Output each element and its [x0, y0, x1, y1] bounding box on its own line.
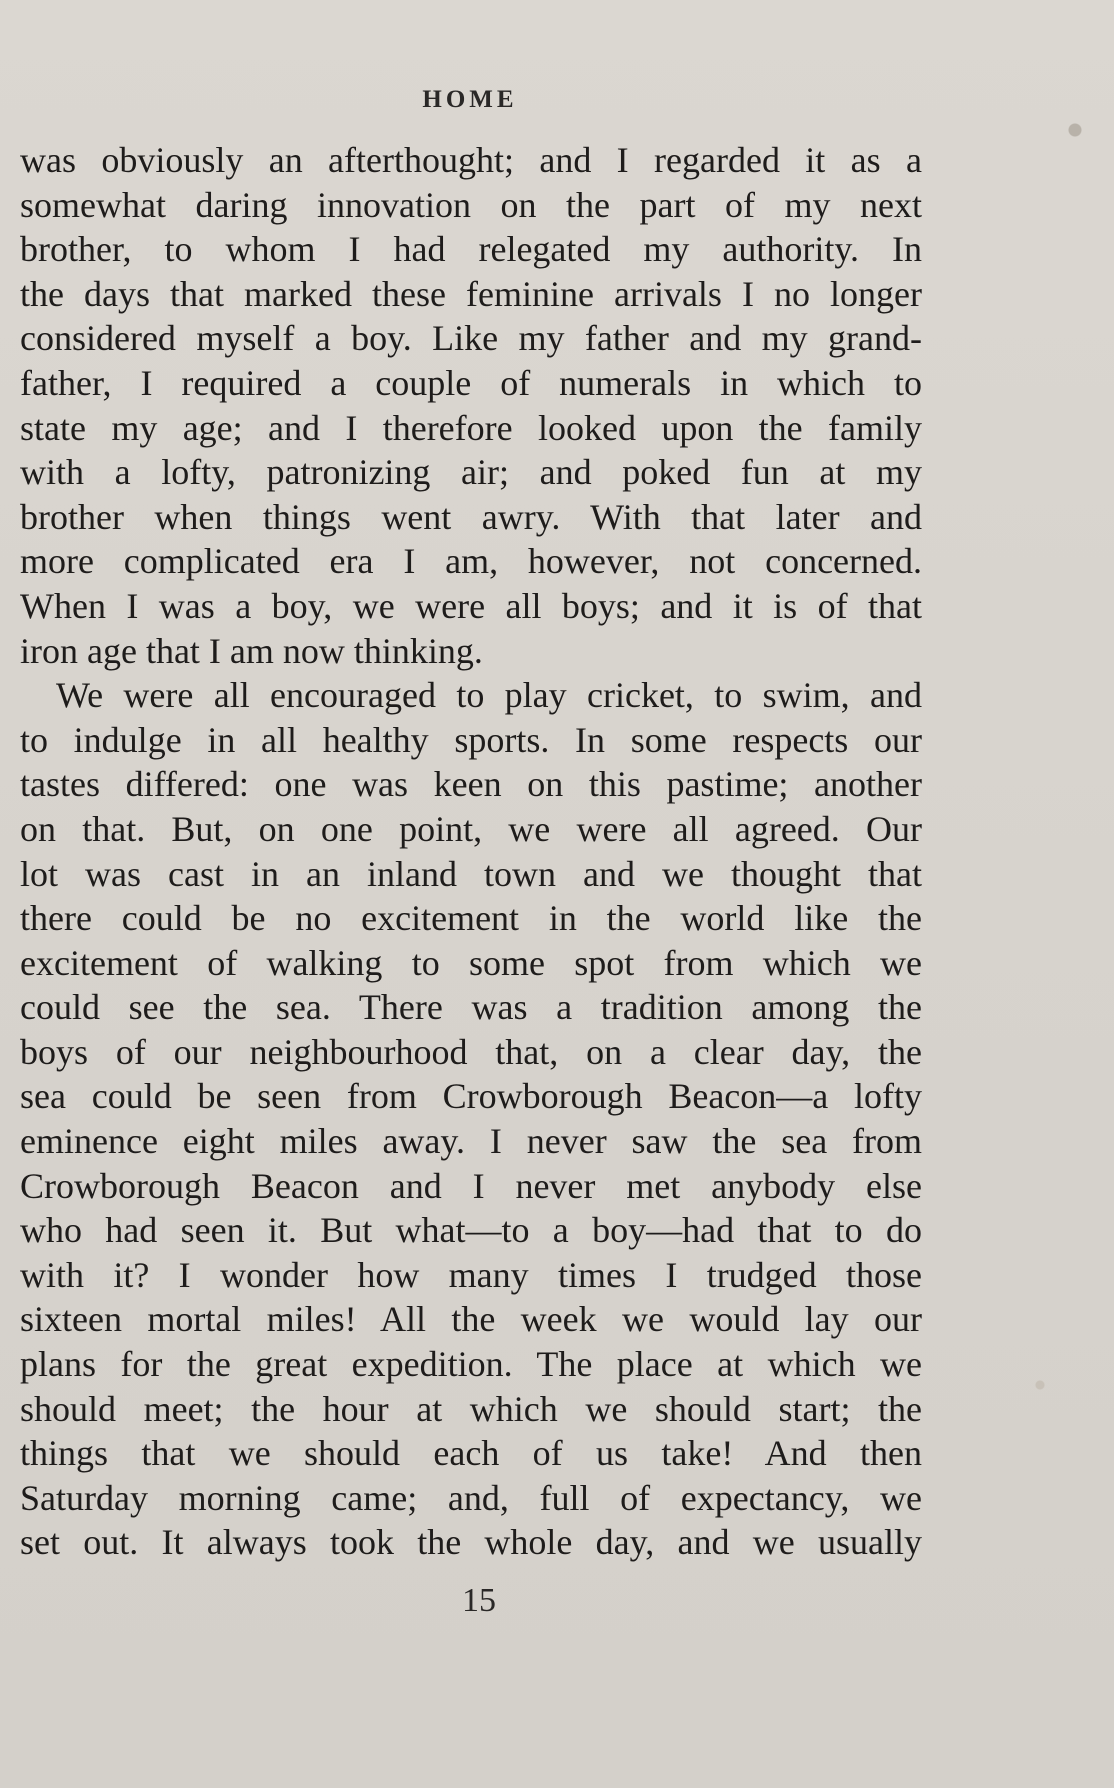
text-line: the days that marked these feminine arrivals I no longer [20, 273, 922, 314]
text-line: should meet; the hour at which we should start; the [20, 1388, 922, 1429]
text-line: could see the sea. There was a tradition among the [20, 987, 922, 1028]
text-line: to indulge in all healthy sports. In some respects our [20, 719, 922, 760]
text-line: tastes differed: one was keen on this pastime; another [20, 764, 922, 805]
text-line: eminence eight miles away. I never saw the sea from [20, 1121, 922, 1162]
body-text [20, 138, 922, 1565]
text-line: considered myself a boy. Like my father and my grand- [20, 318, 922, 359]
text-line: who had seen it. But what—to a boy—had that to do [20, 1210, 922, 1251]
text-line: boys of our neighbourhood that, on a clear day, the [20, 1031, 922, 1072]
text-line: brother when things went awry. With that later and [20, 496, 922, 537]
text-line: somewhat daring innovation on the part of my next [20, 184, 922, 225]
text-line: We were all encouraged to play cricket, to swim, and [56, 675, 922, 716]
text-line: on that. But, on one point, we were all agreed. Our [20, 808, 922, 849]
page-number: 15 [462, 1582, 496, 1619]
text-line: plans for the great expedition. The place at which we [20, 1344, 922, 1385]
text-line: with a lofty, patronizing air; and poked fun at my [20, 452, 922, 493]
text-line: Saturday morning came; and, full of expectancy, we [20, 1477, 922, 1518]
text-line: things that we should each of us take! And then [20, 1433, 922, 1474]
text-line: When I was a boy, we were all boys; and it is of that [20, 585, 922, 626]
text-line: sea could be seen from Crowborough Beacon—a lofty [20, 1076, 922, 1117]
text-line: lot was cast in an inland town and we thought that [20, 853, 922, 894]
text-line: with it? I wonder how many times I trudged those [20, 1254, 922, 1295]
text-line: Crowborough Beacon and I never met anybody else [20, 1165, 922, 1206]
text-line: sixteen mortal miles! All the week we would lay our [20, 1299, 922, 1340]
text-line: more complicated era I am, however, not concerned. [20, 541, 922, 582]
text-line: was obviously an afterthought; and I regarded it as a [20, 140, 922, 180]
text-line: there could be no excitement in the world like the [20, 898, 922, 939]
running-head: HOME [422, 86, 518, 113]
text-line: brother, to whom I had relegated my authority. In [20, 229, 922, 270]
text-line: state my age; and I therefore looked upon the family [20, 407, 922, 448]
text-line: excitement of walking to some spot from which we [20, 942, 922, 983]
text-line: father, I required a couple of numerals in which to [20, 362, 922, 403]
text-line: iron age that I am now thinking. [20, 630, 483, 671]
text-line: set out. It always took the whole day, and we usually [20, 1522, 922, 1563]
